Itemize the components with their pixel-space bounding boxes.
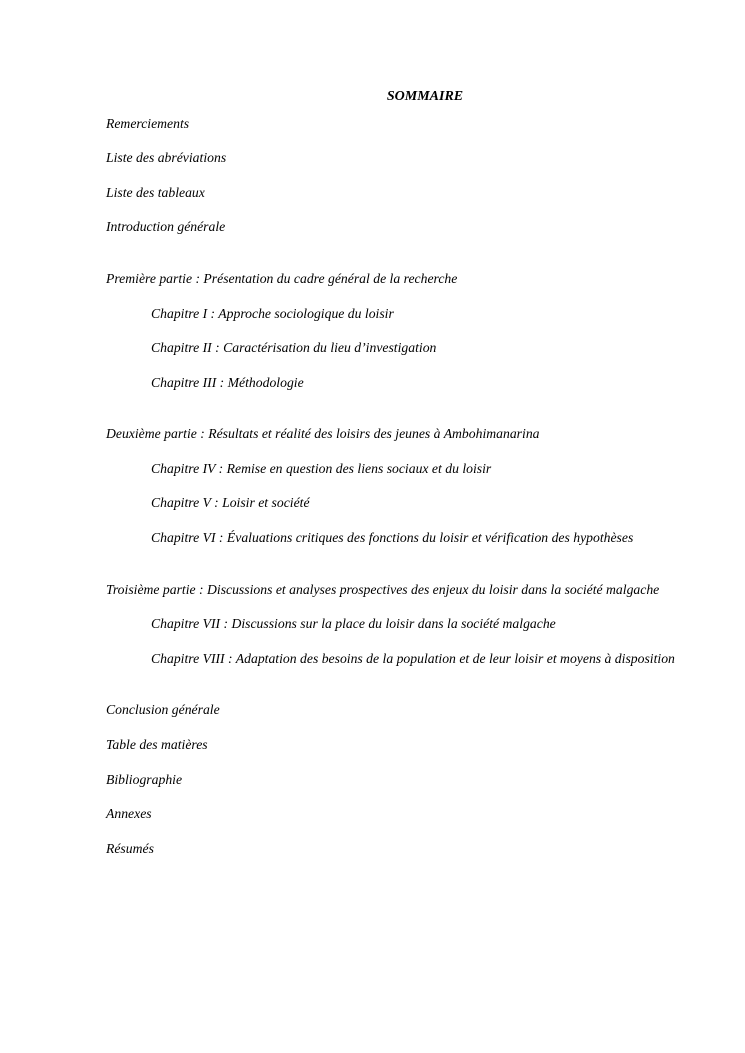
toc-entry-bibliographie: Bibliographie (106, 772, 183, 787)
toc-chapter-4: Chapitre IV : Remise en question des liens sociaux et du loisir (151, 461, 492, 476)
toc-chapter-1: Chapitre I : Approche sociologique du loisir (151, 306, 394, 321)
toc-entry-resumes: Résumés (106, 841, 154, 856)
toc-entry-introduction: Introduction générale (106, 219, 226, 234)
toc-chapter-8: Chapitre VIII : Adaptation des besoins de la population et de leur loisir et moyens à disposition (151, 651, 675, 666)
toc-chapter-7: Chapitre VII : Discussions sur la place du loisir dans la société malgache (151, 616, 556, 631)
toc-entry-annexes: Annexes (106, 806, 152, 821)
toc-chapter-5: Chapitre V : Loisir et société (151, 495, 310, 510)
page-title: SOMMAIRE (386, 89, 464, 104)
toc-chapter-2: Chapitre II : Caractérisation du lieu d’investigation (151, 340, 437, 355)
toc-chapter-3: Chapitre III : Méthodologie (151, 375, 304, 390)
toc-entry-remerciements: Remerciements (106, 116, 190, 131)
toc-part-2: Deuxième partie : Résultats et réalité des loisirs des jeunes à Ambohimanarina (106, 426, 540, 441)
toc-part-3: Troisième partie : Discussions et analyses prospectives des enjeux du loisir dans la société malgache (106, 582, 660, 597)
toc-entry-tableaux: Liste des tableaux (106, 185, 205, 200)
toc-entry-abreviations: Liste des abréviations (106, 150, 227, 165)
toc-chapter-6: Chapitre VI : Évaluations critiques des fonctions du loisir et vérification des hypothèses (151, 530, 634, 545)
toc-entry-conclusion: Conclusion générale (106, 702, 220, 717)
toc-entry-table-matieres: Table des matières (106, 737, 208, 752)
toc-part-1: Première partie : Présentation du cadre général de la recherche (106, 271, 458, 286)
